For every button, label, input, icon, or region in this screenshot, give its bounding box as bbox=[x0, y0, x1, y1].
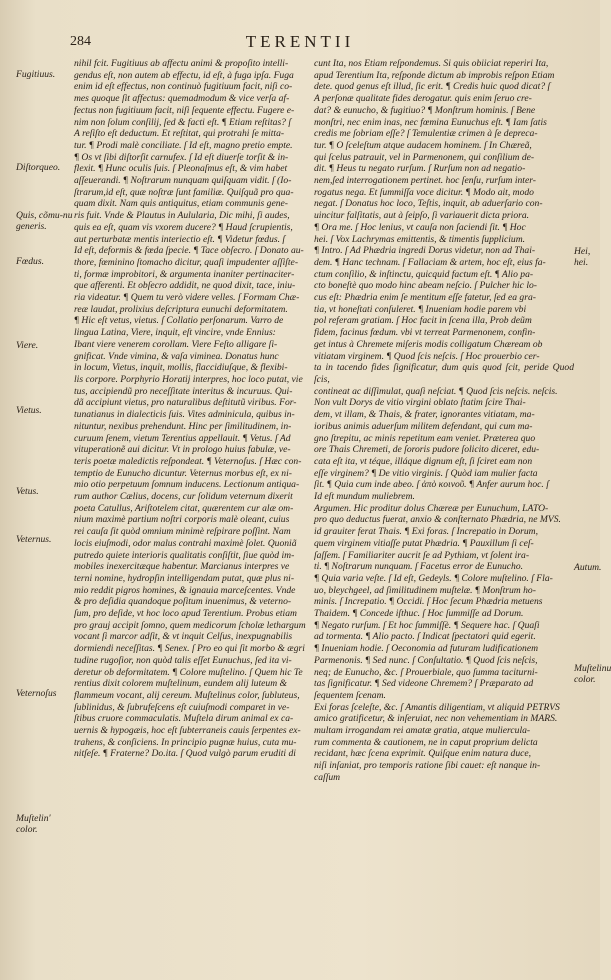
commentary-line: Exi foras ſceleſte, &c. ſ Amantis diligentiam, vt aliquid PETRVS bbox=[314, 701, 560, 713]
commentary-line: ¶ Intro. ſ Ad Phædria ingredi Dorus videtur, non ad Thai- bbox=[314, 245, 536, 257]
commentary-line: Argumen. Hic proditur dolus Chæreæ per Eunuchum, LATO- bbox=[314, 502, 549, 514]
commentary-line: uernis & hypogæis, hoc eſt ſubterraneis cauis ſerpentes ex- bbox=[74, 725, 301, 737]
commentary-line: que afferenti. Et obſecro addidit, ne quod dixit, tace, iniu- bbox=[74, 280, 296, 292]
commentary-line: fectus non fugitiuum facit, niſi ſequente effectu. Fugere e- bbox=[74, 104, 295, 116]
margin-note: Veternoſus bbox=[16, 688, 57, 699]
commentary-line: ctum conſilio, & inſtinctu, quicquid factum eſt. ¶ Alio pa- bbox=[314, 268, 534, 280]
commentary-line: vocant ſi marcor adſit, & vt inquit Celſus, inexpugnabilis bbox=[74, 631, 293, 643]
commentary-line: in locum, Vietus, inquit, mollis, flaccidiuſque, & flexibi- bbox=[74, 362, 288, 374]
commentary-line: ¶ Negato rurſum. ſ Et hoc ſummiſſè. ¶ Sequere hac. ſ Quaſi bbox=[314, 619, 540, 631]
commentary-line: ¶ Os vt ſibi diſtorſit carnufex. ſ Id eſt diuerſe torſit & in- bbox=[74, 151, 289, 163]
commentary-line: rei cauſa ſit quòd omnium minimè reſpirare poſſint. Nam bbox=[74, 526, 291, 538]
commentary-line: Thaidem. ¶ Concede iſthuc. ſ Hoc ſummiſſe ad Dorum. bbox=[314, 608, 524, 620]
commentary-line: poeta Catullus, Ariſtotelem citat, quærentem cur alæ om- bbox=[74, 502, 294, 514]
commentary-line: nem,ſed interrogationem pertinet. hoc ſenſu, rurſum inter- bbox=[314, 175, 536, 187]
commentary-line: thore, fœminino ſtomacho dicitur, quaſi impudenter aſſiſte- bbox=[74, 256, 299, 268]
commentary-line: amico gratificetur, & inſeruiat, nec non vehementiam in MARS. bbox=[314, 713, 558, 725]
commentary-line: credis me ſobriam eſſe? ſ Temulentiæ crimen à ſe depreca- bbox=[314, 128, 538, 140]
commentary-line: aut perturbatæ mentis interiectio eſt. ¶ Videtur fœdus. ſ bbox=[74, 233, 286, 245]
commentary-line: rum author Cælius, docens, cur ſolidum veternum dixerit bbox=[74, 491, 293, 503]
commentary-line: rentius dixit colorem muſtelinum, eundem alij luteum & bbox=[74, 678, 287, 690]
commentary-line: curuum ſenem, vietum Terentius appellauit. ¶ Vetus. ſ Ad bbox=[74, 432, 291, 444]
commentary-line: cto boneſtè quo modo hinc abeam neſcio. ſ Pulcher hic lo- bbox=[314, 280, 537, 292]
commentary-line: quam dixit. Nam quis antiquitus, etiam communis gene- bbox=[74, 198, 288, 210]
commentary-line: neq; de Eunucho, &c. ſ Prouerbiale, quo ſumma taciturni- bbox=[314, 666, 538, 678]
commentary-line: ſequentem ſcenam. bbox=[314, 689, 386, 701]
commentary-line: quis ea eſt, quam vis vxorem ducere? ¶ Haud ſcrupientis, bbox=[74, 221, 293, 233]
commentary-line: trahens, & conſiciens. In principio pugnæ huius, cuta mu- bbox=[74, 736, 297, 748]
commentary-line: tur. ¶ O ſceleſtum atque audacem hominem. ſ In Chæreã, bbox=[314, 139, 532, 151]
commentary-line: locis eiuſmodi, odor malus contrahi maximè ſolet. Quoniã bbox=[74, 537, 297, 549]
commentary-line: ſit. ¶ Quia cum inde abeo. ſ ἀπὸ κοινοῦ. ¶ Anfer aurum hoc. ſ bbox=[314, 479, 549, 491]
commentary-line: deretur ob deformitatem. ¶ Colore muſtelino. ſ Quem hic Te bbox=[74, 666, 303, 678]
commentary-line: pro grauj accipit ſomno, quem medicorum ſcholæ lethargum bbox=[74, 619, 306, 631]
commentary-line: cata eſt ita, vt téque, illáque dignum eſt, ſi ſciret eam non bbox=[314, 455, 533, 467]
commentary-line: uincitur falſitatis, aut à ſeipſo, ſi variauerit dicta priora. bbox=[314, 210, 530, 222]
commentary-line: ſaſſem. ſ Familiariter aucrit ſe ad Pythiam, vt ſolent ira- bbox=[314, 549, 530, 561]
commentary-line: hei. ſ Vox Lachrymas emittentis, & timentis ſupplicium. bbox=[314, 233, 526, 245]
commentary-line: uo, bleychgeel, ad ſimilitudinem muſtelæ. ¶ Monſtrum ho- bbox=[314, 584, 536, 596]
commentary-line: ad tormenta. ¶ Alio pacto. ſ Indicat ſpectatori quid egerit. bbox=[314, 631, 536, 643]
commentary-line: dat? & eunucho, & fugitiuo? ¶ Monſtrum hominis. ſ Bene bbox=[314, 104, 536, 116]
commentary-line: ria videatur. ¶ Quem tu verò videre velles. ſ Formam Chæ- bbox=[74, 292, 300, 304]
commentary-line: putredo quiete interioris qualitatis conſiſtit, ſiue quòd im- bbox=[74, 549, 295, 561]
commentary-line: mio otio perpetuum ſomnum inducens. Lectionum antiqua- bbox=[74, 479, 300, 491]
commentary-line: caſſum bbox=[314, 771, 341, 783]
commentary-line: ſum, pro deſide, vt hoc loco apud Terentium. Probus etiam bbox=[74, 608, 297, 620]
commentary-line: mes quoque ſit affectus: quemadmodum & vice verſa af- bbox=[74, 93, 290, 105]
commentary-line: ta in tacendo fides ſignificatur, dum quis quod ſcit, peride Quod ſcis, bbox=[314, 362, 574, 385]
commentary-line: fidem, facinus fœdum. vbi vt terreat Parmenonem, confin- bbox=[314, 327, 536, 339]
commentary-line: eſſe virginem? ¶ De vitio virginis. ſ Quòd iam mulier facta bbox=[314, 467, 538, 479]
commentary-line: flexit. ¶ Hunc oculis ſuis. ſ Pleonaſmus eſt, & vim habet bbox=[74, 163, 288, 175]
commentary-line: tia, vt honeſtati conſuleret. ¶ Inueniam hodie parem vbi bbox=[314, 303, 527, 315]
commentary-line: multam irrogandam rei amatæ gratia, atque muliercula- bbox=[314, 725, 531, 737]
commentary-line: Ibant viere venerem corollam. Viere Feſto alligare ſi- bbox=[74, 338, 278, 350]
commentary-line: dã accipiunt vietus, pro naturalibus deſtitutũ viribus. For- bbox=[74, 397, 297, 409]
margin-note: Autum. bbox=[574, 562, 602, 573]
commentary-line: tus, accipiendũ pro neceſſitate interitus & incuruus. Qui- bbox=[74, 385, 293, 397]
commentary-line: aſſeuerandi. ¶ Noſtrarum nunquam quiſquam vidit. ſ (Io- bbox=[74, 175, 292, 187]
margin-note: Hei, hei. bbox=[574, 246, 591, 268]
commentary-line: monſtri, nec enim inas, nec fœmina Eunuchus eſt. ¶ Iam ſatis bbox=[314, 116, 547, 128]
commentary-line: A perſonæ qualitate fides derogatur. quis enim ſeruo cre- bbox=[314, 93, 532, 105]
commentary-line: ore Thais Chremeti, de ſororis pudore ſolicito diceret, edu- bbox=[314, 444, 540, 456]
margin-note: Fugitiuus. bbox=[16, 69, 56, 80]
commentary-line: negat. ſ Donatus hoc loco, Teſtis, inquit, ab aduerſario con- bbox=[314, 198, 543, 210]
commentary-line: teris poetæ maledictis reſpondeat. ¶ Veternoſus. ſ Hæc con- bbox=[74, 455, 302, 467]
page-header bbox=[0, 30, 600, 52]
commentary-line: enim id eſt effectus, non continuò fugitiuum facit, niſi co- bbox=[74, 81, 293, 93]
commentary-line: nitſeſe. ¶ Fraterne? Do.ita. ſ Quod vulgò parum eruditi di bbox=[74, 748, 296, 760]
commentary-line: flammeum vocant, alij cereum. Muſtelinus color, ſubluteus, bbox=[74, 689, 300, 701]
commentary-line: Parmenonis. ¶ Sed nunc. ſ Conſultatio. ¶ Quod ſcis neſcis, bbox=[314, 654, 538, 666]
commentary-line: ¶ Quia varia veſte. ſ Id eſt, Gedeyls. ¶ Colore muſtelino. ſ Fla- bbox=[314, 572, 553, 584]
commentary-line: rogatus nega. Et ſummiſſa voce dicitur. ¶ Modo ait, modo bbox=[314, 186, 534, 198]
commentary-line: temptio de Eunucho dicuntur. Veternus morbus eſt, ex ni- bbox=[74, 467, 292, 479]
commentary-line: tudine rugoſior, non quòd talis eſſet Eunuchus, ſed ita vi- bbox=[74, 654, 292, 666]
commentary-line: dormiendi neceſſitas. ¶ Senex. ſ Pro eo qui ſit morbo & ægri bbox=[74, 643, 305, 655]
commentary-right-column bbox=[314, 58, 574, 784]
commentary-line: gno ſtrepitu, ac minis repetitum eam veniet. Præterea quo bbox=[314, 432, 536, 444]
commentary-line: ¶ Ora me. ſ Hoc lenius, vt cauſa non ſaciendi ſit. ¶ Hoc bbox=[314, 221, 526, 233]
margin-note: Muſtelin' color. bbox=[16, 813, 51, 835]
commentary-line: dem. ¶ Hanc technam. ſ Fallaciam & artem, hoc eſt, eius fa- bbox=[314, 256, 546, 268]
commentary-line: gendus eſt, non autem ab effectu, id eſt, à fuga ipſa. Fuga bbox=[74, 69, 294, 81]
commentary-left-column bbox=[74, 58, 306, 760]
commentary-line: reæ laudat, prolixius deſcriptura eunuchi deformitatem. bbox=[74, 303, 288, 315]
margin-note: Vietus. bbox=[16, 405, 42, 416]
commentary-line: Id eſt, deformis & fœda ſpecie. ¶ Tace obſecro. ſ Donato au- bbox=[74, 245, 304, 257]
margin-note: Vetus. bbox=[16, 486, 39, 497]
commentary-line: dete. quod genus eſt illud, ſic erit. ¶ Credis huic quod dicat? ſ bbox=[314, 81, 551, 93]
commentary-line: lingua Latina, Viere, inquit, eſt vincire, vnde Ennius: bbox=[74, 327, 276, 339]
commentary-line: tunatianus in dialecticis ſuis. Vites adminicula, quibus in- bbox=[74, 409, 295, 421]
margin-note: Viere. bbox=[16, 340, 39, 351]
commentary-line: vituperationẽ aui dicitur. Vt in prologo huius fabulæ, ve- bbox=[74, 444, 291, 456]
margin-note: Muſtelinu color. bbox=[574, 663, 611, 685]
commentary-line: nihil fcit. Fugitiuus ab affectu animi & propoſito intelli- bbox=[74, 58, 289, 69]
commentary-line: recidant, hæc ſcena exprimit. Quiſque enim natura duce, bbox=[314, 748, 532, 760]
commentary-line: pro quo deductus fuerat, anxio & conſternato Phædria, ne MVS. bbox=[314, 514, 561, 526]
commentary-line: dem, vt illam, & Thais, & frater, ignorantes vitiatam, ma- bbox=[314, 409, 535, 421]
commentary-line: A reſiſto eſt deductum. Et reſtitat, qui protrahi ſe mitta- bbox=[74, 128, 285, 140]
running-title: TERENTII bbox=[245, 32, 355, 51]
commentary-line: ti. ¶ Noſtrarum nunquam. ſ Facetus error de Eunucho. bbox=[314, 561, 524, 573]
margin-note: Veternus. bbox=[16, 534, 52, 545]
commentary-line: id grauiter ferat Thais. ¶ Exi foras. ſ Increpatio in Dorum, bbox=[314, 526, 538, 538]
commentary-line: ſtrarum,id eſt, quæ noſtræ ſunt familiæ. Quiſquã pro qua- bbox=[74, 186, 294, 198]
commentary-line: terni nomine, hydropſin intelligendam putat, quæ plus ni- bbox=[74, 572, 295, 584]
margin-note: Quis, cõmu-nu generis. bbox=[16, 210, 73, 232]
commentary-line: tas ſignificatur. ¶ Sed videone Chremem? ſ Præparato ad bbox=[314, 678, 534, 690]
commentary-line: niſi inſaniat, pro temporis ratione ſibi cauet: eſt nanque in- bbox=[314, 760, 541, 772]
commentary-line: ti, formæ improbitori, & argumenta inaniter pertinaciter- bbox=[74, 268, 295, 280]
commentary-line: gnificat. Vnde vimina, & vaſa viminea. Donatus hunc bbox=[74, 350, 279, 362]
commentary-line: ¶ Inueniam hodie. ſ Oeconomia ad futuram ludificationem bbox=[314, 643, 539, 655]
commentary-line: mobiles inexercitæque habentur. Marcianus interpres ve bbox=[74, 561, 290, 573]
commentary-line: mio reddit pigros homines, & ignauia marceſcentes. Vnde bbox=[74, 584, 296, 596]
commentary-line: ¶ Hic eſt vetus, vietus. ſ Collatio perſonarum. Varro de bbox=[74, 315, 284, 327]
commentary-line: ioribus animis aduerſum militem defendant, qui cum ma- bbox=[314, 420, 533, 432]
commentary-line: get intus à Chremete miſeris modis colligatum Chæream ob bbox=[314, 338, 543, 350]
commentary-line: & pro deſidia quandoque poſitum inuenimus, & veterno- bbox=[74, 596, 292, 608]
commentary-line: ſtibus cruore commaculatis. Muſtela dirum animal ex ca- bbox=[74, 713, 294, 725]
commentary-line: apud Terentium Ita, reſponde dictum ab improbis reſpon Etiam bbox=[314, 69, 555, 81]
commentary-line: nituntur, nexibus prehendunt. Hinc per ſimilitudinem, in- bbox=[74, 420, 292, 432]
commentary-line: lis corpore. Porphyrio Horatij interpres, hoc loco putat, vie bbox=[74, 373, 303, 385]
commentary-line: dit. ¶ Heus tu negato rurſum. ſ Rurſum non ad negatio- bbox=[314, 163, 526, 175]
page-number: 284 bbox=[70, 34, 91, 49]
commentary-line: quem virginem vitiaſſe putat Phædria. ¶ Pauxillum ſi ceſ- bbox=[314, 537, 534, 549]
commentary-line: cunt Ita, nos Etiam reſpondemus. Si quis obiiciat reperiri Ita, bbox=[314, 58, 549, 69]
margin-note: Fœdus. bbox=[16, 256, 44, 267]
commentary-line: nim non ſolum conſilij, ſed & facti eſt. ¶ Etiam reſtitas? ſ bbox=[74, 116, 292, 128]
commentary-line: tur. ¶ Prodi malè conciliate. ſ Id eſt, magno pretio empte. bbox=[74, 139, 293, 151]
commentary-line: qui ſcelus patrauit, vel in Parmenonem, qui conſilium de- bbox=[314, 151, 535, 163]
commentary-line: Non vult Dorys de vitio virgini oblato ſtatim ſcire Thai- bbox=[314, 397, 526, 409]
commentary-line: rum commenta & cautionem, ne in caput proprium delicta bbox=[314, 736, 538, 748]
commentary-line: pol referam gratiam. ſ Hoc facit in ſcena illa, Prob deũm bbox=[314, 315, 532, 327]
commentary-line: nium maximè partium noſtri corporis malè oleant, cuius bbox=[74, 514, 290, 526]
commentary-line: contineat ac diſſimulat, quaſi neſciat. ¶ Quod ſcis neſcis. neſcis. bbox=[314, 385, 558, 397]
commentary-line: cus eſt: Phædria enim ſe mentitum eſſe fatetur, ſed ea gra- bbox=[314, 292, 536, 304]
margin-note: Diſtorqueo. bbox=[16, 162, 61, 173]
commentary-line: ris fuit. Vnde & Plautus in Aulularia, Dic mihi, ſi audes, bbox=[74, 210, 290, 222]
commentary-line: minis. ſ Increpatio. ¶ Occidi. ſ Hoc ſecum Phædria metuens bbox=[314, 596, 543, 608]
commentary-line: ſublinidus, & ſubrufeſcens eſt cuiuſmodi comparet in ve- bbox=[74, 701, 290, 713]
commentary-line: Id eſt mundum muliebrem. bbox=[314, 491, 415, 503]
commentary-line: vitiatam virginem. ¶ Quod ſcis neſcis. ſ Hoc prouerbio cer- bbox=[314, 350, 540, 362]
